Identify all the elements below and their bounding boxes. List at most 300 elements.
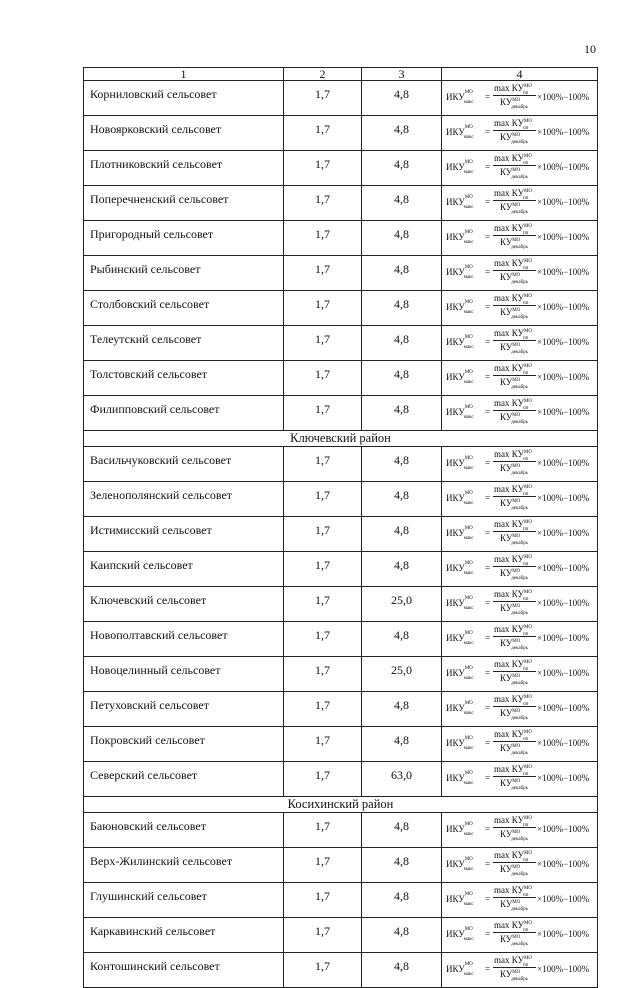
- formula-denominator: [500, 343, 528, 355]
- fraction-bar: [493, 827, 536, 828]
- formula-equals: =: [485, 197, 491, 207]
- council-name: Толстовский сельсовет: [84, 361, 284, 396]
- formula-multiplier: ×100%−100%: [537, 773, 590, 783]
- formula-den-sub: декабрь: [511, 470, 528, 476]
- formula-lhs-sub: макс: [463, 99, 474, 105]
- formula-multiplier: ×100%−100%: [537, 738, 590, 748]
- formula-num-sup: МО: [523, 590, 533, 595]
- formula-den-sub: декабрь: [511, 575, 528, 581]
- formula-num-sub: пп: [523, 596, 529, 602]
- fraction-bar: [493, 305, 536, 306]
- formula-num-sup: МО: [523, 660, 533, 665]
- table-row: [84, 326, 598, 361]
- formula-lhs-text: ИКУ: [446, 964, 465, 974]
- formula-den-sub: декабрь: [511, 680, 528, 686]
- table-row: [84, 361, 598, 396]
- header-row: [84, 68, 598, 81]
- district-name: Косихинский район: [84, 797, 598, 813]
- value-column-3: 4,8: [362, 186, 442, 221]
- formula-den-sup: МО: [512, 779, 521, 784]
- formula-lhs-text: ИКУ: [446, 162, 465, 172]
- formula-denominator: [500, 98, 528, 110]
- fraction-bar: [493, 601, 536, 602]
- formula-num-sup: МО: [523, 154, 533, 159]
- formula-lhs: [446, 160, 474, 175]
- formula-den-sup: МО: [512, 569, 521, 574]
- council-name: Новоярковский сельсовет: [84, 116, 284, 151]
- formula-num-text: max КУ: [494, 398, 524, 408]
- formula-num-sub: пп: [523, 160, 529, 166]
- fraction-bar: [493, 165, 536, 166]
- value-column-3: 4,8: [362, 116, 442, 151]
- formula-num-sub: пп: [523, 927, 529, 933]
- value-column-2: 1,7: [284, 883, 362, 918]
- value-column-3: 4,8: [362, 813, 442, 848]
- formula-num-text: max КУ: [494, 554, 524, 564]
- formula-lhs-sub: макс: [463, 535, 474, 541]
- formula-multiplier: ×100%−100%: [537, 458, 590, 468]
- table-row: [84, 762, 598, 797]
- value-column-3: 4,8: [362, 447, 442, 482]
- value-column-2: 1,7: [284, 326, 362, 361]
- formula-num-sub: пп: [523, 491, 529, 497]
- formula-lhs-sub: макс: [463, 274, 474, 280]
- formula-lhs: [446, 405, 474, 420]
- council-name: Поперечненский сельсовет: [84, 186, 284, 221]
- formula-den-sub: декабрь: [511, 314, 528, 320]
- table-row: [84, 883, 598, 918]
- value-column-3: 4,8: [362, 517, 442, 552]
- council-name: Верх-Жилинский сельсовет: [84, 848, 284, 883]
- formula-lhs-text: ИКУ: [446, 232, 465, 242]
- table-row: [84, 953, 598, 988]
- formula-denominator: [500, 935, 528, 947]
- formula-denominator: [500, 273, 528, 285]
- formula-cell: [442, 587, 598, 622]
- formula-denominator: [500, 534, 528, 546]
- formula-den-sub: декабрь: [511, 941, 528, 947]
- table-row: [84, 727, 598, 762]
- formula-den-sup: МО: [512, 499, 521, 504]
- formula-lhs: [446, 561, 474, 576]
- formula-multiplier: ×100%−100%: [537, 267, 590, 277]
- formula-num-sub: пп: [523, 561, 529, 567]
- formula-lhs-sup: МО: [464, 456, 473, 461]
- formula-multiplier: ×100%−100%: [537, 162, 590, 172]
- value-column-2: 1,7: [284, 813, 362, 848]
- formula-den-text: КУ: [500, 969, 513, 979]
- formula-num-sub: пп: [523, 631, 529, 637]
- formula-den-text: КУ: [500, 307, 513, 317]
- district-name: Ключевский район: [84, 431, 598, 447]
- formula-multiplier: ×100%−100%: [537, 563, 590, 573]
- formula-lhs-text: ИКУ: [446, 267, 465, 277]
- column-header-4: 4: [442, 68, 598, 81]
- formula-lhs-text: ИКУ: [446, 528, 465, 538]
- tariff-table: [83, 67, 598, 988]
- formula-den-sup: МО: [512, 343, 521, 348]
- formula-den-text: КУ: [500, 673, 513, 683]
- formula-cell: [442, 813, 598, 848]
- formula-num-text: max КУ: [494, 920, 524, 930]
- council-name: Филипповский сельсовет: [84, 396, 284, 431]
- value-column-2: 1,7: [284, 692, 362, 727]
- formula-den-sub: декабрь: [511, 976, 528, 982]
- formula-lhs-sup: МО: [464, 300, 473, 305]
- formula-num-sup: МО: [523, 851, 533, 856]
- formula-den-sup: МО: [512, 865, 521, 870]
- fraction-bar: [493, 967, 536, 968]
- formula-equals: =: [485, 894, 491, 904]
- formula-num-text: max КУ: [494, 449, 524, 459]
- formula-lhs-text: ИКУ: [446, 127, 465, 137]
- formula-num-sub: пп: [523, 456, 529, 462]
- value-column-2: 1,7: [284, 81, 362, 116]
- formula-num-sub: пп: [523, 736, 529, 742]
- formula-equals: =: [485, 493, 491, 503]
- formula-equals: =: [485, 267, 491, 277]
- council-name: Столбовский сельсовет: [84, 291, 284, 326]
- formula-lhs-text: ИКУ: [446, 458, 465, 468]
- value-column-2: 1,7: [284, 361, 362, 396]
- table-row: [84, 447, 598, 482]
- value-column-3: 63,0: [362, 762, 442, 797]
- council-name: Рыбинский сельсовет: [84, 256, 284, 291]
- value-column-2: 1,7: [284, 552, 362, 587]
- formula-lhs-text: ИКУ: [446, 859, 465, 869]
- formula-den-sub: декабрь: [511, 540, 528, 546]
- table-row: [84, 622, 598, 657]
- formula-equals: =: [485, 824, 491, 834]
- value-column-3: 25,0: [362, 587, 442, 622]
- formula-lhs: [446, 892, 474, 907]
- formula-lhs: [446, 857, 474, 872]
- council-name: Плотниковский сельсовет: [84, 151, 284, 186]
- formula-lhs-text: ИКУ: [446, 773, 465, 783]
- fraction-bar: [493, 95, 536, 96]
- formula-den-text: КУ: [500, 342, 513, 352]
- formula-lhs-sup: МО: [464, 405, 473, 410]
- value-column-3: 4,8: [362, 883, 442, 918]
- formula-den-text: КУ: [500, 272, 513, 282]
- formula-den-sub: декабрь: [511, 349, 528, 355]
- formula-den-sup: МО: [512, 308, 521, 313]
- formula-lhs-sub: макс: [463, 605, 474, 611]
- formula-lhs: [446, 701, 474, 716]
- formula-equals: =: [485, 929, 491, 939]
- formula-den-sub: декабрь: [511, 104, 528, 110]
- table-row: [84, 692, 598, 727]
- fraction-bar: [493, 235, 536, 236]
- value-column-3: 4,8: [362, 361, 442, 396]
- value-column-2: 1,7: [284, 657, 362, 692]
- formula-den-sub: декабрь: [511, 785, 528, 791]
- formula-lhs-sub: макс: [463, 831, 474, 837]
- formula-num-text: max КУ: [494, 589, 524, 599]
- formula-lhs: [446, 90, 474, 105]
- value-column-3: 4,8: [362, 326, 442, 361]
- formula-den-sup: МО: [512, 674, 521, 679]
- formula-num-sub: пп: [523, 90, 529, 96]
- formula-equals: =: [485, 773, 491, 783]
- fraction-bar: [493, 932, 536, 933]
- formula-den-text: КУ: [500, 864, 513, 874]
- formula-lhs-sup: МО: [464, 962, 473, 967]
- formula-lhs-sup: МО: [464, 160, 473, 165]
- council-name: Каркавинский сельсовет: [84, 918, 284, 953]
- formula-den-sub: декабрь: [511, 279, 528, 285]
- formula-cell: [442, 221, 598, 256]
- fraction-bar: [493, 897, 536, 898]
- formula-denominator: [500, 900, 528, 912]
- formula-lhs-sup: МО: [464, 892, 473, 897]
- formula-den-text: КУ: [500, 899, 513, 909]
- value-column-3: 4,8: [362, 151, 442, 186]
- formula-lhs-sup: МО: [464, 771, 473, 776]
- formula-den-text: КУ: [500, 638, 513, 648]
- formula-den-text: КУ: [500, 97, 513, 107]
- formula-cell: [442, 848, 598, 883]
- formula-num-sub: пп: [523, 526, 529, 532]
- formula-num-sup: МО: [523, 84, 533, 89]
- formula-lhs-sup: МО: [464, 666, 473, 671]
- formula-num-sup: МО: [523, 294, 533, 299]
- formula-lhs-sub: макс: [463, 414, 474, 420]
- formula-lhs-sub: макс: [463, 379, 474, 385]
- formula-multiplier: ×100%−100%: [537, 493, 590, 503]
- formula-multiplier: ×100%−100%: [537, 633, 590, 643]
- council-name: Телеутский сельсовет: [84, 326, 284, 361]
- formula-num-sup: МО: [523, 816, 533, 821]
- formula-lhs: [446, 822, 474, 837]
- page-number: 10: [584, 42, 596, 56]
- fraction-bar: [493, 671, 536, 672]
- formula-num-sup: МО: [523, 520, 533, 525]
- formula-den-sup: МО: [512, 639, 521, 644]
- formula-num-text: max КУ: [494, 624, 524, 634]
- formula-lhs-sup: МО: [464, 736, 473, 741]
- formula-equals: =: [485, 528, 491, 538]
- formula-num-text: max КУ: [494, 729, 524, 739]
- formula-den-sub: декабрь: [511, 610, 528, 616]
- formula-lhs: [446, 771, 474, 786]
- formula-lhs-sub: макс: [463, 134, 474, 140]
- formula-num-text: max КУ: [494, 258, 524, 268]
- district-row: [84, 797, 598, 813]
- formula-lhs-sup: МО: [464, 265, 473, 270]
- formula-multiplier: ×100%−100%: [537, 598, 590, 608]
- column-header-1: 1: [84, 68, 284, 81]
- formula-num-sup: МО: [523, 399, 533, 404]
- formula-equals: =: [485, 372, 491, 382]
- table-row: [84, 81, 598, 116]
- formula-equals: =: [485, 859, 491, 869]
- table-row: [84, 552, 598, 587]
- formula-lhs: [446, 456, 474, 471]
- fraction-bar: [493, 496, 536, 497]
- formula-equals: =: [485, 458, 491, 468]
- formula-lhs-text: ИКУ: [446, 92, 465, 102]
- formula-den-text: КУ: [500, 743, 513, 753]
- formula-den-text: КУ: [500, 167, 513, 177]
- formula-den-sub: декабрь: [511, 174, 528, 180]
- formula-denominator: [500, 639, 528, 651]
- fraction-bar: [493, 776, 536, 777]
- formula-lhs-sub: макс: [463, 465, 474, 471]
- formula-lhs: [446, 962, 474, 977]
- formula-num-sub: пп: [523, 822, 529, 828]
- council-name: Истимисский сельсовет: [84, 517, 284, 552]
- formula-num-sup: МО: [523, 329, 533, 334]
- formula-num-text: max КУ: [494, 118, 524, 128]
- formula-multiplier: ×100%−100%: [537, 824, 590, 834]
- formula-den-sup: МО: [512, 378, 521, 383]
- formula-multiplier: ×100%−100%: [537, 302, 590, 312]
- formula-equals: =: [485, 127, 491, 137]
- fraction-bar: [493, 410, 536, 411]
- formula-lhs-sup: МО: [464, 335, 473, 340]
- formula-num-text: max КУ: [494, 223, 524, 233]
- formula-num-sup: МО: [523, 224, 533, 229]
- formula-denominator: [500, 308, 528, 320]
- formula-lhs-sup: МО: [464, 526, 473, 531]
- value-column-3: 4,8: [362, 396, 442, 431]
- formula-lhs-sub: макс: [463, 204, 474, 210]
- formula-denominator: [500, 569, 528, 581]
- value-column-3: 4,8: [362, 291, 442, 326]
- value-column-2: 1,7: [284, 447, 362, 482]
- formula-equals: =: [485, 92, 491, 102]
- formula-lhs-sup: МО: [464, 596, 473, 601]
- formula-num-text: max КУ: [494, 694, 524, 704]
- formula-lhs-text: ИКУ: [446, 824, 465, 834]
- formula-equals: =: [485, 964, 491, 974]
- fraction-bar: [493, 636, 536, 637]
- council-name: Глушинский сельсовет: [84, 883, 284, 918]
- formula-num-sup: МО: [523, 555, 533, 560]
- formula-lhs-sup: МО: [464, 230, 473, 235]
- value-column-3: 4,8: [362, 953, 442, 988]
- formula-equals: =: [485, 302, 491, 312]
- formula-denominator: [500, 168, 528, 180]
- formula-multiplier: ×100%−100%: [537, 703, 590, 713]
- formula-lhs-sup: МО: [464, 125, 473, 130]
- formula-den-sub: декабрь: [511, 139, 528, 145]
- fraction-bar: [493, 566, 536, 567]
- fraction-bar: [493, 741, 536, 742]
- formula-den-sup: МО: [512, 744, 521, 749]
- formula-den-text: КУ: [500, 829, 513, 839]
- formula-lhs-sup: МО: [464, 561, 473, 566]
- formula-den-text: КУ: [500, 498, 513, 508]
- council-name: Пригородный сельсовет: [84, 221, 284, 256]
- formula-lhs-sup: МО: [464, 370, 473, 375]
- formula-den-sub: декабрь: [511, 715, 528, 721]
- formula-lhs-text: ИКУ: [446, 302, 465, 312]
- formula-num-sub: пп: [523, 666, 529, 672]
- formula-lhs-sup: МО: [464, 822, 473, 827]
- formula-lhs-sub: макс: [463, 780, 474, 786]
- council-name: Петуховский сельсовет: [84, 692, 284, 727]
- formula-num-text: max КУ: [494, 815, 524, 825]
- formula-lhs-sub: макс: [463, 344, 474, 350]
- formula-lhs-sup: МО: [464, 857, 473, 862]
- formula-lhs-sup: МО: [464, 927, 473, 932]
- formula-den-sub: декабрь: [511, 871, 528, 877]
- formula-den-sub: декабрь: [511, 209, 528, 215]
- table-row: [84, 587, 598, 622]
- formula-multiplier: ×100%−100%: [537, 929, 590, 939]
- fraction-bar: [493, 706, 536, 707]
- formula-lhs-sub: макс: [463, 239, 474, 245]
- formula-num-sup: МО: [523, 695, 533, 700]
- formula-cell: [442, 953, 598, 988]
- formula-denominator: [500, 709, 528, 721]
- formula-denominator: [500, 674, 528, 686]
- formula-num-text: max КУ: [494, 850, 524, 860]
- formula-cell: [442, 396, 598, 431]
- formula-den-text: КУ: [500, 533, 513, 543]
- formula-equals: =: [485, 633, 491, 643]
- formula-cell: [442, 657, 598, 692]
- formula-lhs: [446, 335, 474, 350]
- formula-lhs: [446, 631, 474, 646]
- formula-num-sub: пп: [523, 962, 529, 968]
- table-row: [84, 396, 598, 431]
- value-column-3: 4,8: [362, 918, 442, 953]
- formula-denominator: [500, 970, 528, 982]
- formula-lhs-text: ИКУ: [446, 738, 465, 748]
- formula-lhs-text: ИКУ: [446, 598, 465, 608]
- formula-den-text: КУ: [500, 463, 513, 473]
- formula-lhs-sub: макс: [463, 309, 474, 315]
- table-row: [84, 482, 598, 517]
- formula-num-text: max КУ: [494, 328, 524, 338]
- formula-num-sub: пп: [523, 370, 529, 376]
- value-column-2: 1,7: [284, 953, 362, 988]
- formula-den-sup: МО: [512, 709, 521, 714]
- formula-equals: =: [485, 738, 491, 748]
- value-column-2: 1,7: [284, 291, 362, 326]
- formula-denominator: [500, 604, 528, 616]
- formula-cell: [442, 482, 598, 517]
- formula-cell: [442, 151, 598, 186]
- district-row: [84, 431, 598, 447]
- formula-den-text: КУ: [500, 708, 513, 718]
- formula-cell: [442, 918, 598, 953]
- formula-den-sup: МО: [512, 830, 521, 835]
- formula-den-sub: декабрь: [511, 836, 528, 842]
- formula-denominator: [500, 865, 528, 877]
- formula-den-sub: декабрь: [511, 419, 528, 425]
- table-row: [84, 291, 598, 326]
- formula-num-sup: МО: [523, 625, 533, 630]
- formula-lhs: [446, 927, 474, 942]
- formula-multiplier: ×100%−100%: [537, 92, 590, 102]
- formula-denominator: [500, 744, 528, 756]
- formula-lhs-text: ИКУ: [446, 894, 465, 904]
- formula-den-sup: МО: [512, 534, 521, 539]
- formula-cell: [442, 361, 598, 396]
- formula-denominator: [500, 779, 528, 791]
- formula-equals: =: [485, 668, 491, 678]
- formula-multiplier: ×100%−100%: [537, 197, 590, 207]
- value-column-2: 1,7: [284, 186, 362, 221]
- value-column-3: 4,8: [362, 727, 442, 762]
- formula-denominator: [500, 238, 528, 250]
- formula-num-sup: МО: [523, 886, 533, 891]
- formula-num-text: max КУ: [494, 519, 524, 529]
